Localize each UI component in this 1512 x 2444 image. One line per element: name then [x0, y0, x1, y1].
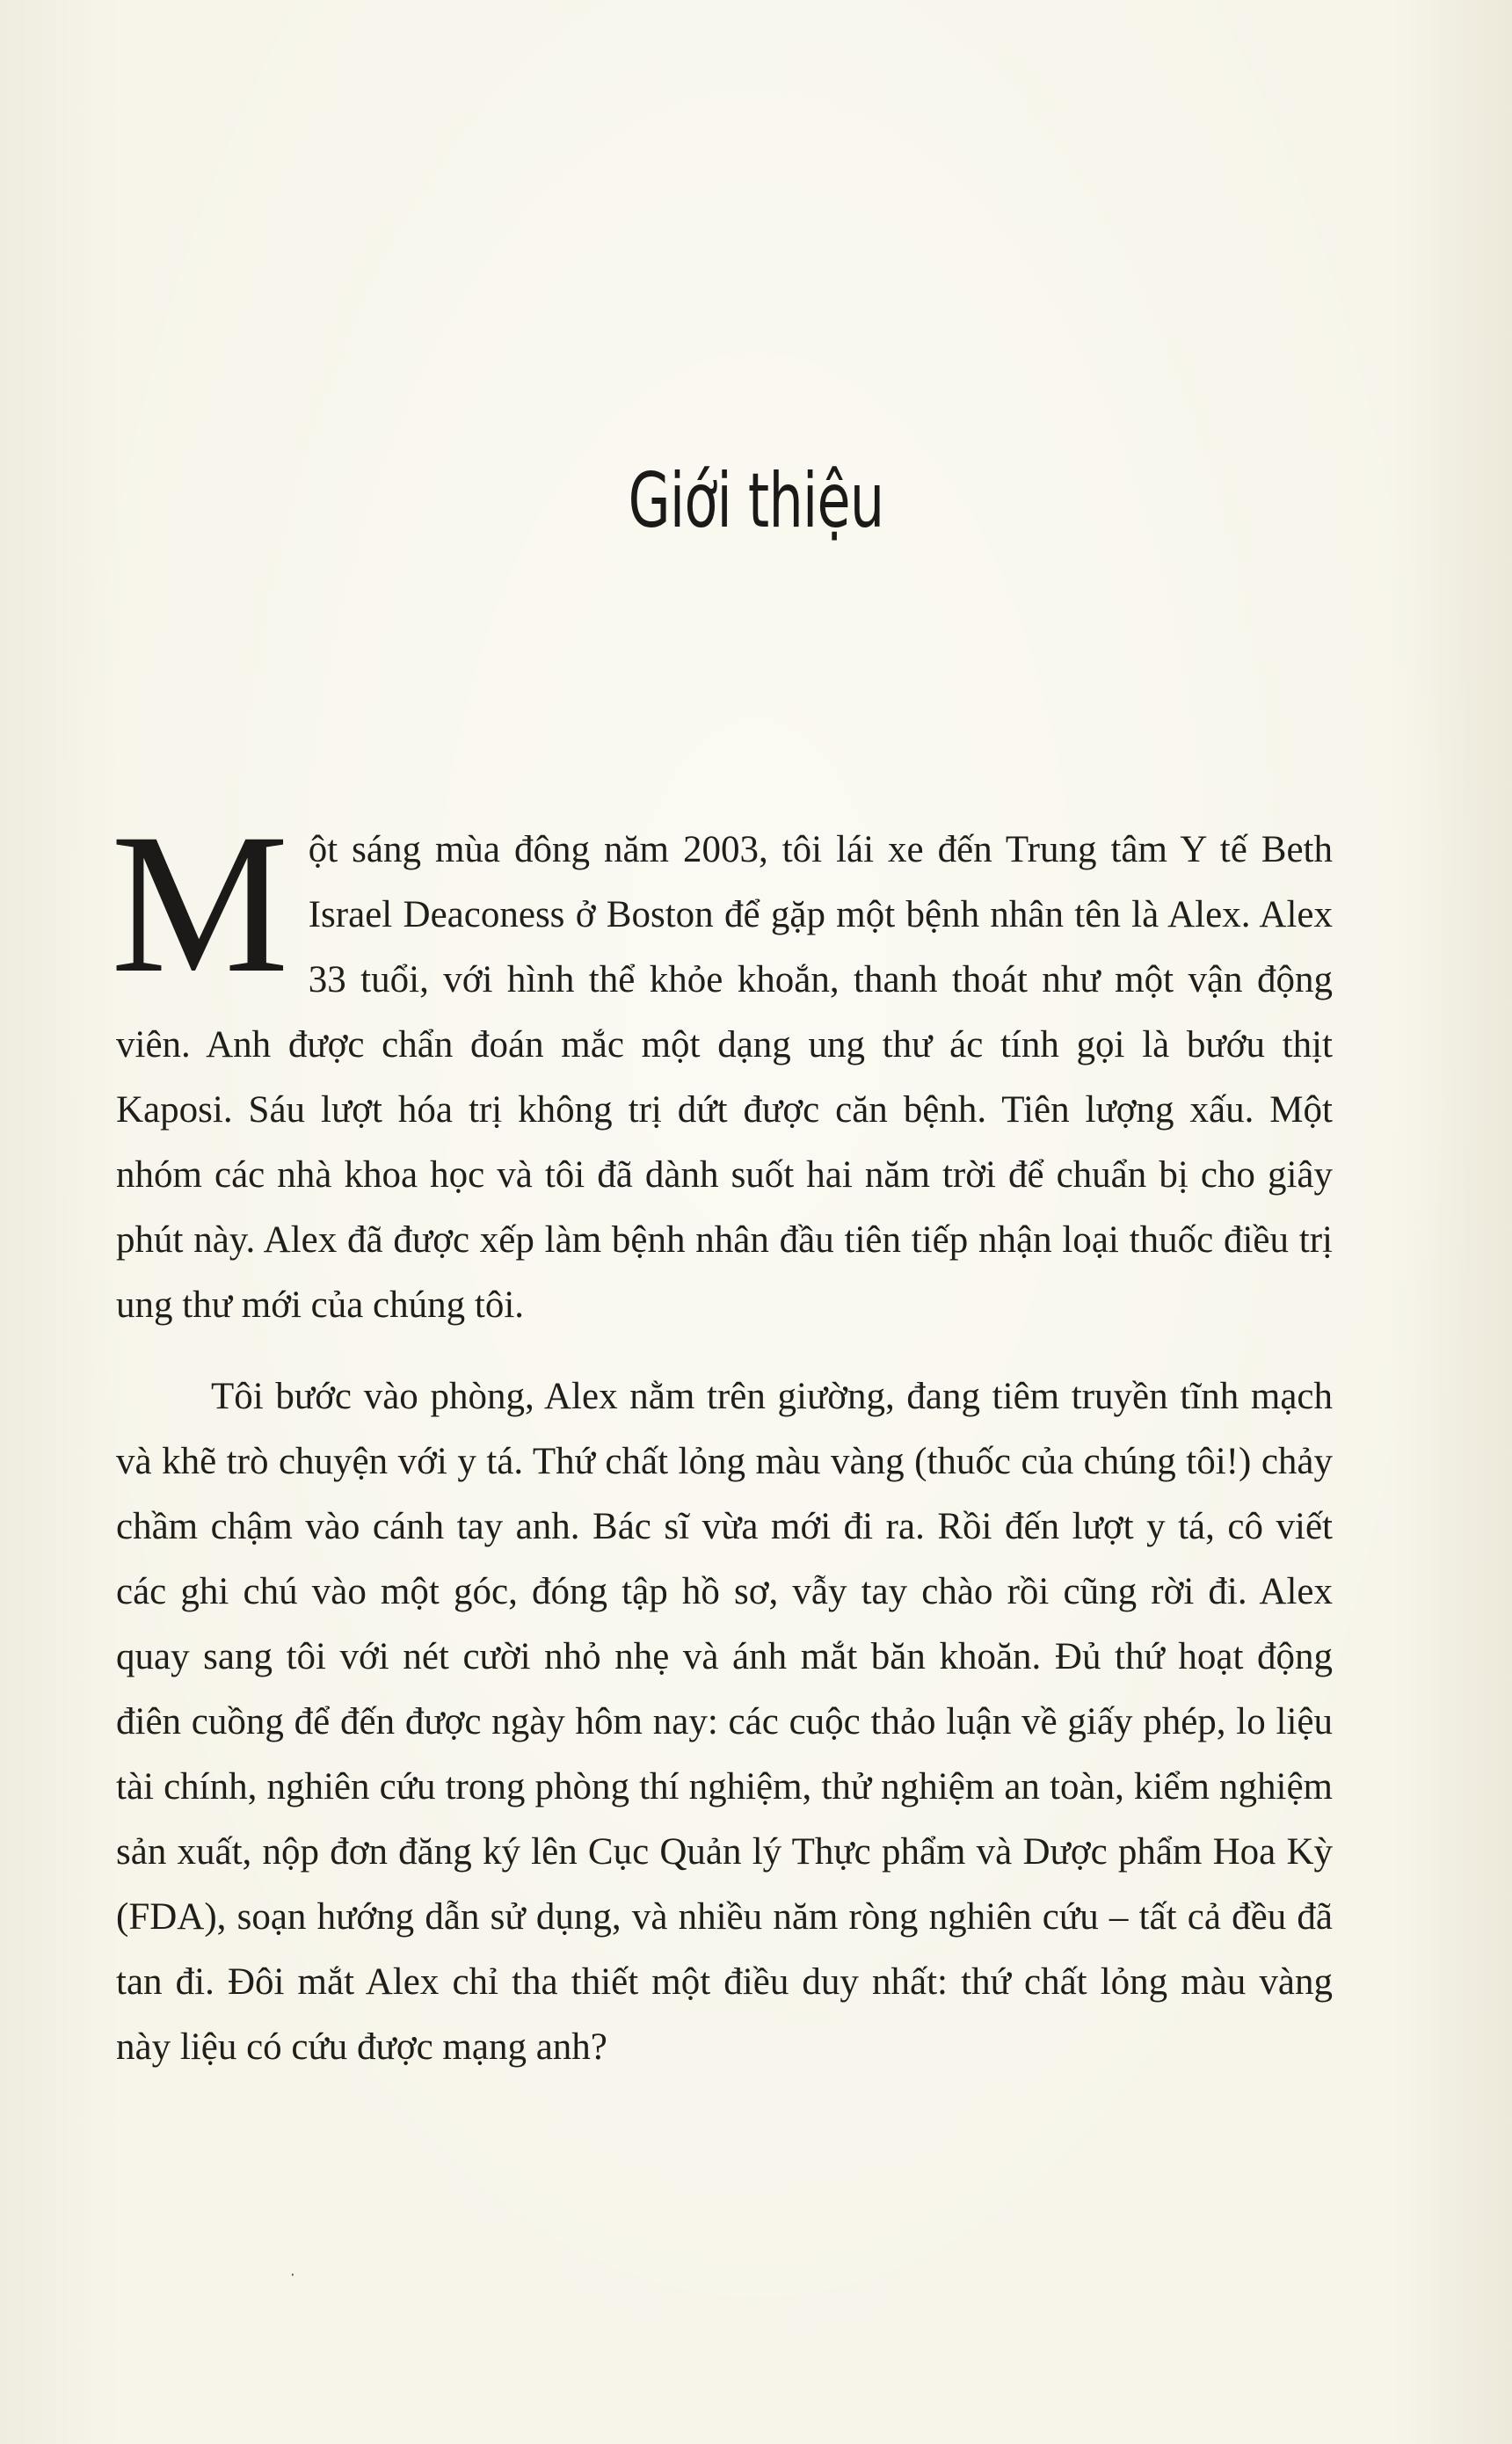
chapter-title: Giới thiệu — [628, 457, 884, 545]
paragraph-1-text: ột sáng mùa đông năm 2003, tôi lái xe đến Trung tâm Y tế Beth Israel Deaconess ở Boston để gặp một bệnh nhân tên là Alex. Alex 33 tuổi, với hình thể khỏe khoắn, thanh thoát như một vận động viên. Anh được chẩn đoán mắc một dạng ung thư ác tính gọi là bướu thịt Kaposi. Sáu lượt hóa trị không trị dứt được căn bệnh. Tiên lượng xấu. Một nhóm các nhà khoa học và tôi đã dành suốt hai năm trời để chuẩn bị cho giây phút này. Alex đã được xếp làm bệnh nhân đầu tiên tiếp nhận loại thuốc điều trị ung thư mới của chúng tôi. — [116, 829, 1333, 1326]
page-mark-icon: ‧ — [290, 2266, 295, 2285]
body-text — [111, 793, 1333, 2080]
paragraph-1 — [111, 793, 1333, 1338]
paragraph-2: Tôi bước vào phòng, Alex nằm trên giường, đang tiêm truyền tĩnh mạch và khẽ trò chuyện với y tá. Thứ chất lỏng màu vàng (thuốc của chúng tôi!) chảy chầm chậm vào cánh tay anh. Bác sĩ vừa mới đi ra. Rồi đến lượt y tá, cô viết các ghi chú vào một góc, đóng tập hồ sơ, vẫy tay chào rồi cũng rời đi. Alex quay sang tôi với nét cười nhỏ nhẹ và ánh mắt băn khoăn. Đủ thứ hoạt động điên cuồng để đến được ngày hôm nay: các cuộc thảo luận về giấy phép, lo liệu tài chính, nghiên cứu trong phòng thí nghiệm, thử nghiệm an toàn, kiểm nghiệm sản xuất, nộp đơn đăng ký lên Cục Quản lý Thực phẩm và Dược phẩm Hoa Kỳ (FDA), soạn hướng dẫn sử dụng, và nhiều năm ròng nghiên cứu – tất cả đều đã tan đi. Đôi mắt Alex chỉ tha thiết một điều duy nhất: thứ chất lỏng màu vàng này liệu có cứu được mạng anh? — [116, 1376, 1333, 2068]
drop-cap: M — [111, 793, 289, 1015]
